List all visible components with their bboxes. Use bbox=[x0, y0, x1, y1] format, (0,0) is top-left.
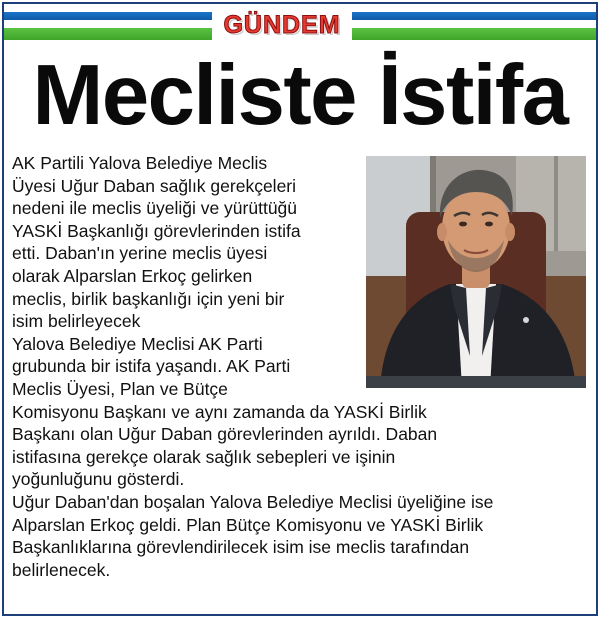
article-line: Alparslan Erkoç geldi. Plan Bütçe Komisyonu ve YASKİ Birlik bbox=[12, 514, 484, 535]
article-line: Uğur Daban'dan boşalan Yalova Belediye Meclisi üyeliğine ise bbox=[12, 491, 494, 512]
article-line: isim belirleyecek bbox=[12, 311, 141, 332]
article-line: yoğunluğunu gösterdi. bbox=[12, 469, 185, 490]
article-line: etti. Daban'ın yerine meclis üyesi bbox=[12, 243, 268, 264]
article-line: meclis, birlik başkanlığı için yeni bir bbox=[12, 288, 285, 309]
clipping-border bbox=[2, 2, 598, 616]
article-line: grubunda bir istifa yaşandı. AK Parti bbox=[12, 356, 291, 377]
article-headline: Mecliste İstifa bbox=[32, 48, 568, 143]
article-line: belirlenecek. bbox=[12, 559, 111, 580]
section-label-text: GÜNDEM bbox=[223, 10, 341, 39]
article-line: Başkanlıklarına görevlendirilecek isim ise meclis tarafından bbox=[12, 537, 470, 558]
article-line: Meclis Üyesi, Plan ve Bütçe bbox=[12, 378, 228, 399]
article-line: Komisyonu Başkanı ve aynı zamanda da YASKİ Birlik bbox=[12, 401, 427, 422]
article-line: Üyesi Uğur Daban sağlık gerekçeleri bbox=[12, 175, 297, 196]
article-line: Başkanı olan Uğur Daban görevlerinden ayrıldı. Daban bbox=[12, 424, 438, 445]
article-line: olarak Alparslan Erkoç gelirken bbox=[12, 265, 253, 286]
article-line: nedeni ile meclis üyeliği ve yürüttüğü bbox=[12, 198, 298, 219]
article-line: Yalova Belediye Meclisi AK Parti bbox=[12, 333, 263, 354]
article-line: istifasına gerekçe olarak sağlık sebepleri ve işinin bbox=[12, 446, 396, 467]
article-line: YASKİ Başkanlığı görevlerinden istifa bbox=[12, 220, 301, 241]
article-line: AK Partili Yalova Belediye Meclis bbox=[12, 153, 268, 173]
